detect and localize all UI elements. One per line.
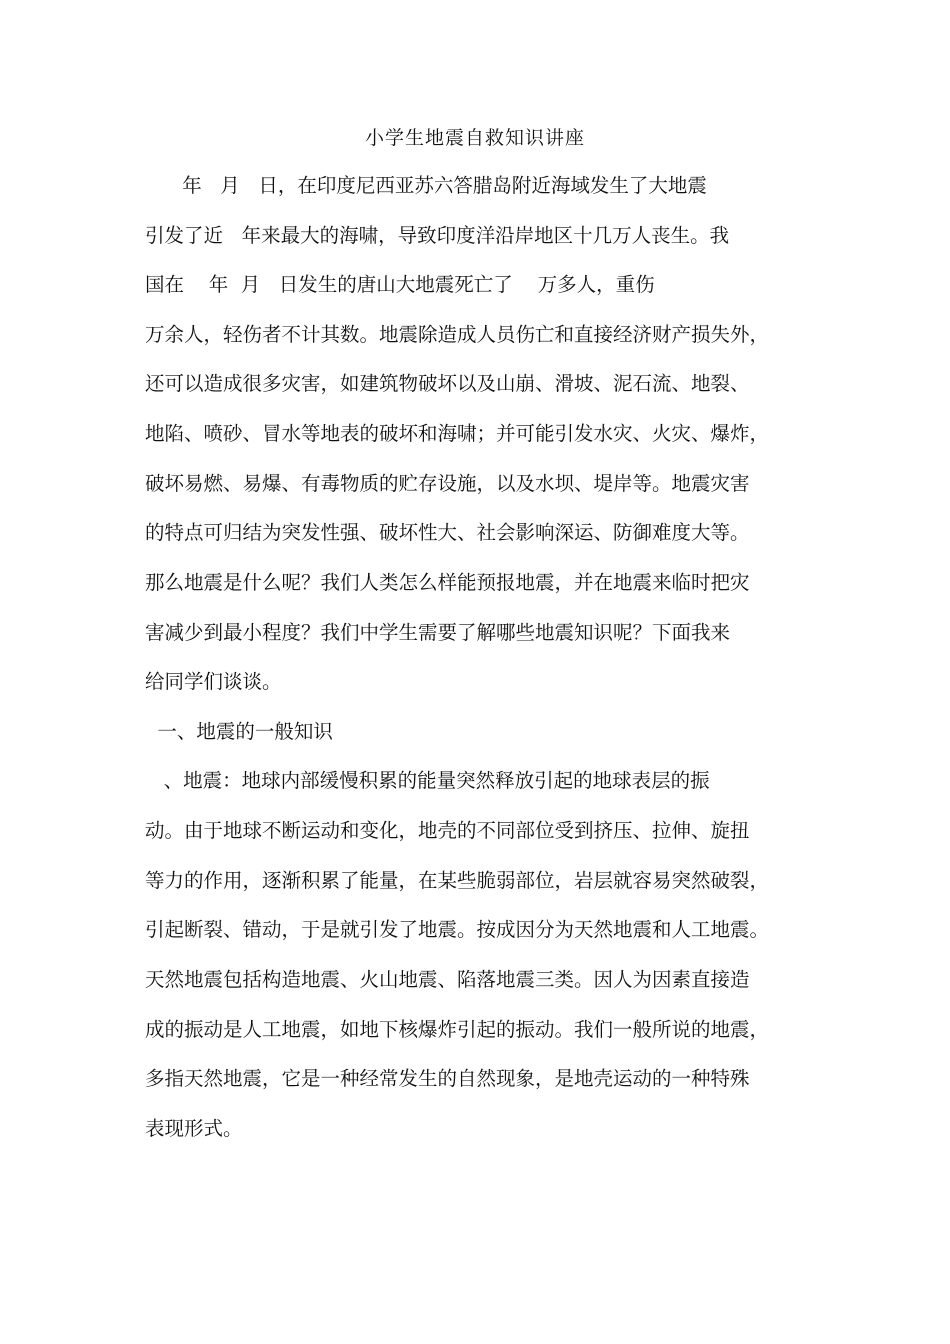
- paragraph-line: 还可以造成很多灾害，如建筑物破坏以及山崩、滑坡、泥石流、地裂、: [145, 372, 750, 395]
- paragraph-line: 多指天然地震，它是一种经常发生的自然现象，是地壳运动的一种特殊: [145, 1067, 750, 1090]
- paragraph-line: 给同学们谈谈。: [145, 670, 282, 693]
- paragraph-line: 那么地震是什么呢？我们人类怎么样能预报地震，并在地震来临时把灾: [145, 571, 750, 594]
- paragraph-line: 破坏易燃、易爆、有毒物质的贮存设施，以及水坝、堤岸等。地震灾害: [145, 472, 750, 495]
- paragraph-line: 害减少到最小程度？我们中学生需要了解哪些地震知识呢？下面我来: [145, 621, 731, 644]
- paragraph-line: 国在 年 月 日发生的唐山大地震死亡了 万多人，重伤: [145, 273, 655, 296]
- paragraph-line: 引发了近 年来最大的海啸，导致印度洋沿岸地区十几万人丧生。我: [145, 224, 730, 247]
- paragraph-line: 、地震：地球内部缓慢积累的能量突然释放引起的地球表层的振: [145, 769, 710, 792]
- paragraph-line: 等力的作用，逐渐积累了能量，在某些脆弱部位，岩层就容易突然破裂，: [145, 869, 770, 892]
- paragraph-line: 成的振动是人工地震，如地下核爆炸引起的振动。我们一般所说的地震，: [145, 1018, 770, 1041]
- document-title: 小学生地震自救知识讲座: [364, 127, 585, 149]
- paragraph-line: 地陷、喷砂、冒水等地表的破坏和海啸；并可能引发水灾、火灾、爆炸，: [145, 422, 770, 445]
- paragraph-line: 天然地震包括构造地震、火山地震、陷落地震三类。因人为因素直接造: [145, 968, 750, 991]
- paragraph-line: 年 月 日，在印度尼西亚苏六答腊岛附近海域发生了大地震: [145, 174, 707, 197]
- paragraph-line: 的特点可归结为突发性强、破坏性大、社会影响深运、防御难度大等。: [145, 521, 750, 544]
- paragraph-line: 表现形式。: [145, 1117, 243, 1140]
- paragraph-line: 引起断裂、错动，于是就引发了地震。按成因分为天然地震和人工地震。: [145, 918, 770, 941]
- paragraph-line: 动。由于地球不断运动和变化，地壳的不同部位受到挤压、拉伸、旋扭: [145, 819, 750, 842]
- paragraph-line: 万余人，轻伤者不计其数。地震除造成人员伤亡和直接经济财产损失外，: [145, 323, 770, 346]
- section-heading: 一、地震的一般知识: [145, 720, 333, 743]
